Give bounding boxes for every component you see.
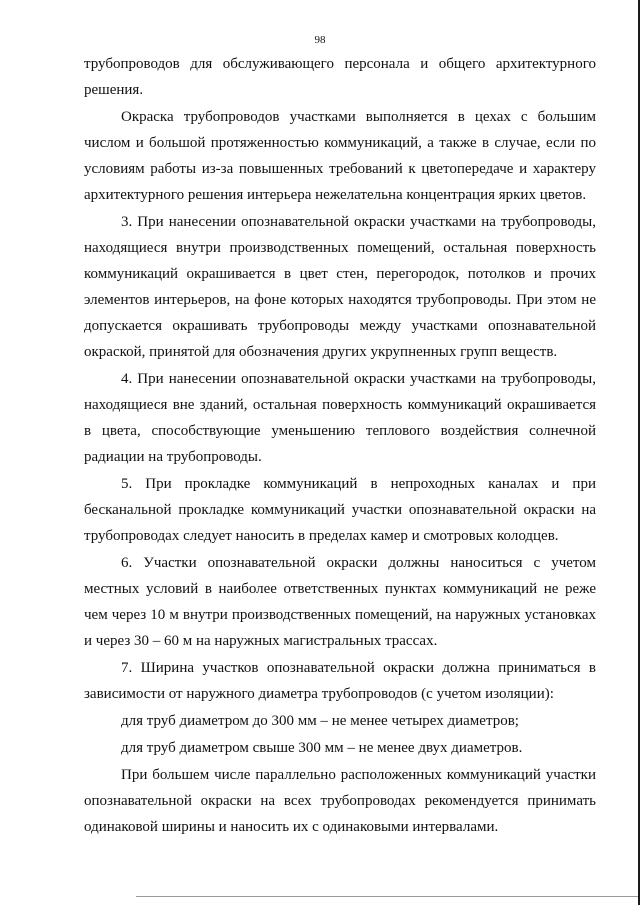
width-rule-large-pipes: для труб диаметром свыше 300 мм – не менее двух диаметров. <box>121 740 523 756</box>
paragraph-item-6: 6. Участки опознавательной окраски должны наноситься с учетом местных условий в наиболее ответственных пунктах коммуникаций не реже чем через 10 м внутри производственных помещений, на наружных установках и через 30 – 60 м на наружных магистральных трассах. <box>84 555 596 649</box>
paragraph-segment-painting: Окраска трубопроводов участками выполняется в цехах с большим числом и большой протяженностью коммуникаций, а также в случае, если по условиям работы из-за повышенных требований к цветопередаче и характеру архитектурного решения интерьера нежелательна концентрация ярких цветов. <box>84 109 596 203</box>
page-number: 98 <box>314 34 326 46</box>
paragraph-item-4: 4. При нанесении опознавательной окраски участками на трубопроводы, находящиеся вне зданий, остальная поверхность коммуникаций окрашивается в цвета, способствующие уменьшению теплового воздействия солнечной радиации на трубопроводы. <box>84 371 596 465</box>
page-body-text <box>84 51 596 840</box>
paragraph-item-7: 7. Ширина участков опознавательной окраски должна приниматься в зависимости от наружного диаметра трубопроводов (с учетом изоляции): <box>84 660 596 702</box>
width-rule-small-pipes: для труб диаметром до 300 мм – не менее четырех диаметров; <box>121 713 519 729</box>
paragraph-parallel-pipes: При большем числе параллельно расположенных коммуникаций участки опознавательной окраски на всех трубопроводах рекомендуется принимать одинаковой ширины и наносить их с одинаковыми интервалами. <box>84 767 596 835</box>
paragraph-continuation: трубопроводов для обслуживающего персонала и общего архитектурного решения. <box>84 56 596 98</box>
paragraph-item-5: 5. При прокладке коммуникаций в непроходных каналах и при бесканальной прокладке коммуникаций участки опознавательной окраски на трубопроводах следует наносить в пределах камер и смотровых колодцев. <box>84 476 596 544</box>
bottom-rule <box>136 896 638 897</box>
paragraph-item-3: 3. При нанесении опознавательной окраски участками на трубопроводы, находящиеся внутри производственных помещений, остальная поверхность коммуникаций окрашивается в цвет стен, перегородок, потолков и прочих элементов интерьеров, на фоне которых находятся трубопроводы. При этом не допускается окрашивать трубопроводы между участками опознавательной окраской, принятой для обозначения других укрупненных групп веществ. <box>84 214 596 360</box>
